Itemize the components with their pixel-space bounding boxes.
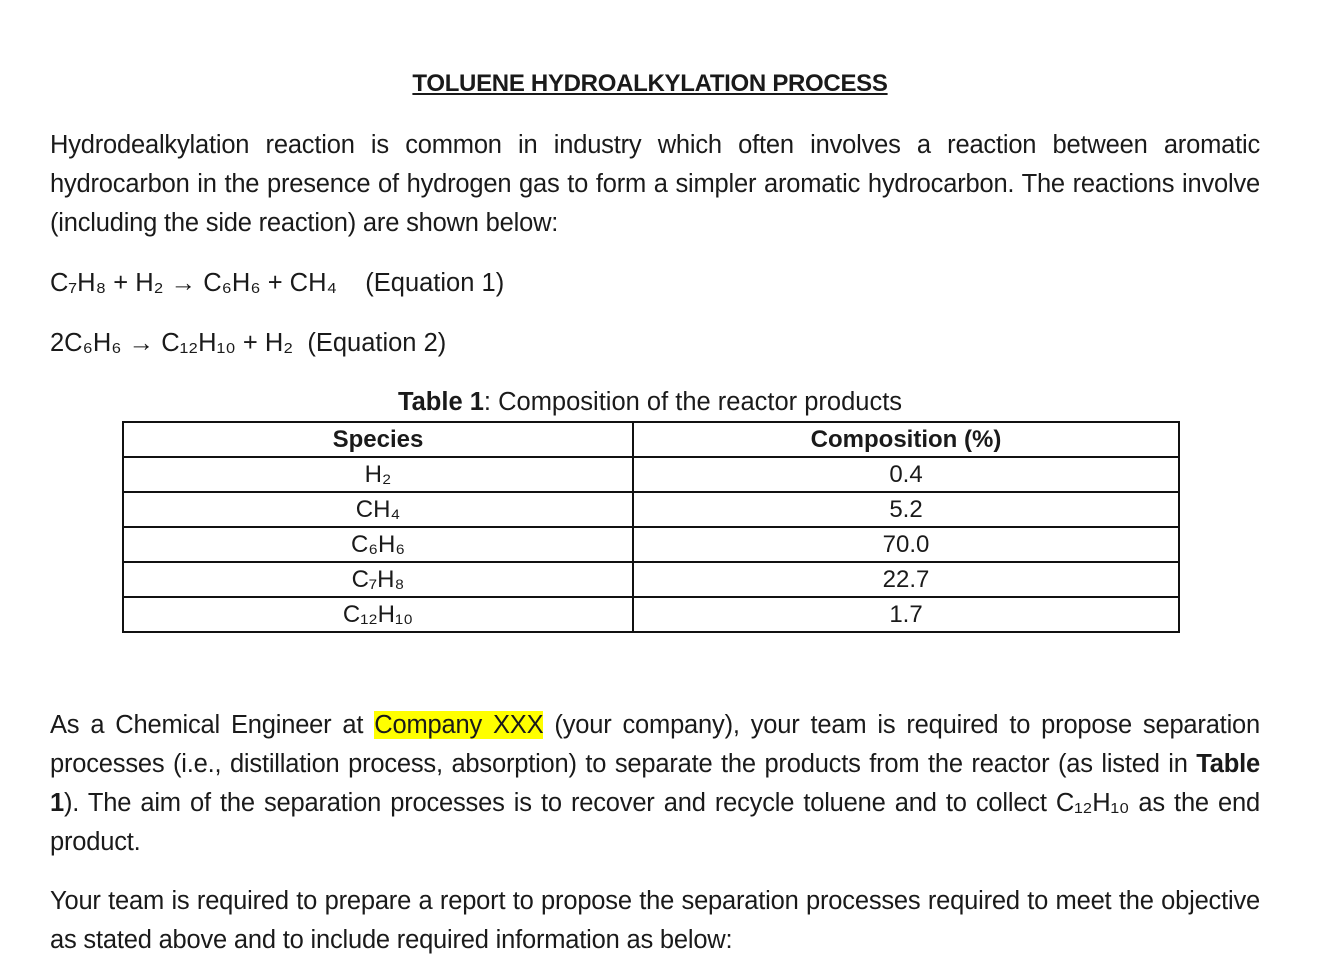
table-row <box>123 562 1179 597</box>
task-text-aim: ). The aim of the separation processes is to recover and recycle toluene and to collect <box>63 789 1056 817</box>
equation-2-formula: 2C₆H₆ → C₁₂H₁₀ + H₂ <box>50 329 294 357</box>
table-reference: Table 1 <box>50 750 1260 817</box>
table-row <box>123 527 1179 562</box>
composition-cell: 70.0 <box>633 527 1179 562</box>
equation-2 <box>50 326 446 360</box>
equation-1 <box>50 266 504 300</box>
composition-cell: 22.7 <box>633 562 1179 597</box>
equation-1-label: (Equation 1) <box>365 269 505 297</box>
equation-2-label: (Equation 2) <box>307 329 447 357</box>
table-caption <box>50 386 1250 418</box>
company-highlight: Company XXX <box>374 711 544 739</box>
document-title: TOLUENE HYDROALKYLATION PROCESS <box>412 70 888 97</box>
document-page <box>50 0 1300 976</box>
table-caption-text: : Composition of the reactor products <box>483 388 903 416</box>
end-product-formula: C₁₂H₁₀ <box>1055 789 1130 817</box>
task-paragraph <box>50 706 1260 862</box>
task-text-start: As a Chemical Engineer at <box>50 711 375 739</box>
task-text-end: as the end product. <box>50 789 1261 856</box>
species-cell: C₇H₈ <box>123 562 633 597</box>
table-row <box>123 597 1179 632</box>
table-caption-label: Table 1 <box>397 388 484 416</box>
species-cell: C₁₂H₁₀ <box>123 597 633 632</box>
header-composition: Composition (%) <box>633 422 1179 457</box>
report-paragraph: Your team is required to prepare a report to propose the separation processes required to meet the objective as stated above and to include required information as below: <box>50 887 1260 954</box>
composition-cell: 5.2 <box>633 492 1179 527</box>
species-cell: CH₄ <box>123 492 633 527</box>
table-row <box>123 492 1179 527</box>
table-row <box>123 457 1179 492</box>
header-species: Species <box>123 422 633 457</box>
species-cell: H₂ <box>123 457 633 492</box>
species-cell: C₆H₆ <box>123 527 633 562</box>
composition-cell: 1.7 <box>633 597 1179 632</box>
equation-1-formula: C₇H₈ + H₂ → C₆H₆ + CH₄ <box>50 269 337 297</box>
intro-paragraph: Hydrodealkylation reaction is common in industry which often involves a reaction between aromatic hydrocarbon in the presence of hydrogen gas to form a simpler aromatic hydrocarbon. The reactions involve (including the side reaction) are shown below: <box>50 131 1260 237</box>
composition-table <box>122 421 1180 633</box>
task-text-mid: (your company), your team is required to propose separation processes (i.e., distillation process, absorption) to separate the products from the reactor (as listed in <box>50 711 1260 778</box>
composition-cell: 0.4 <box>633 457 1179 492</box>
table-header-row <box>123 422 1179 457</box>
